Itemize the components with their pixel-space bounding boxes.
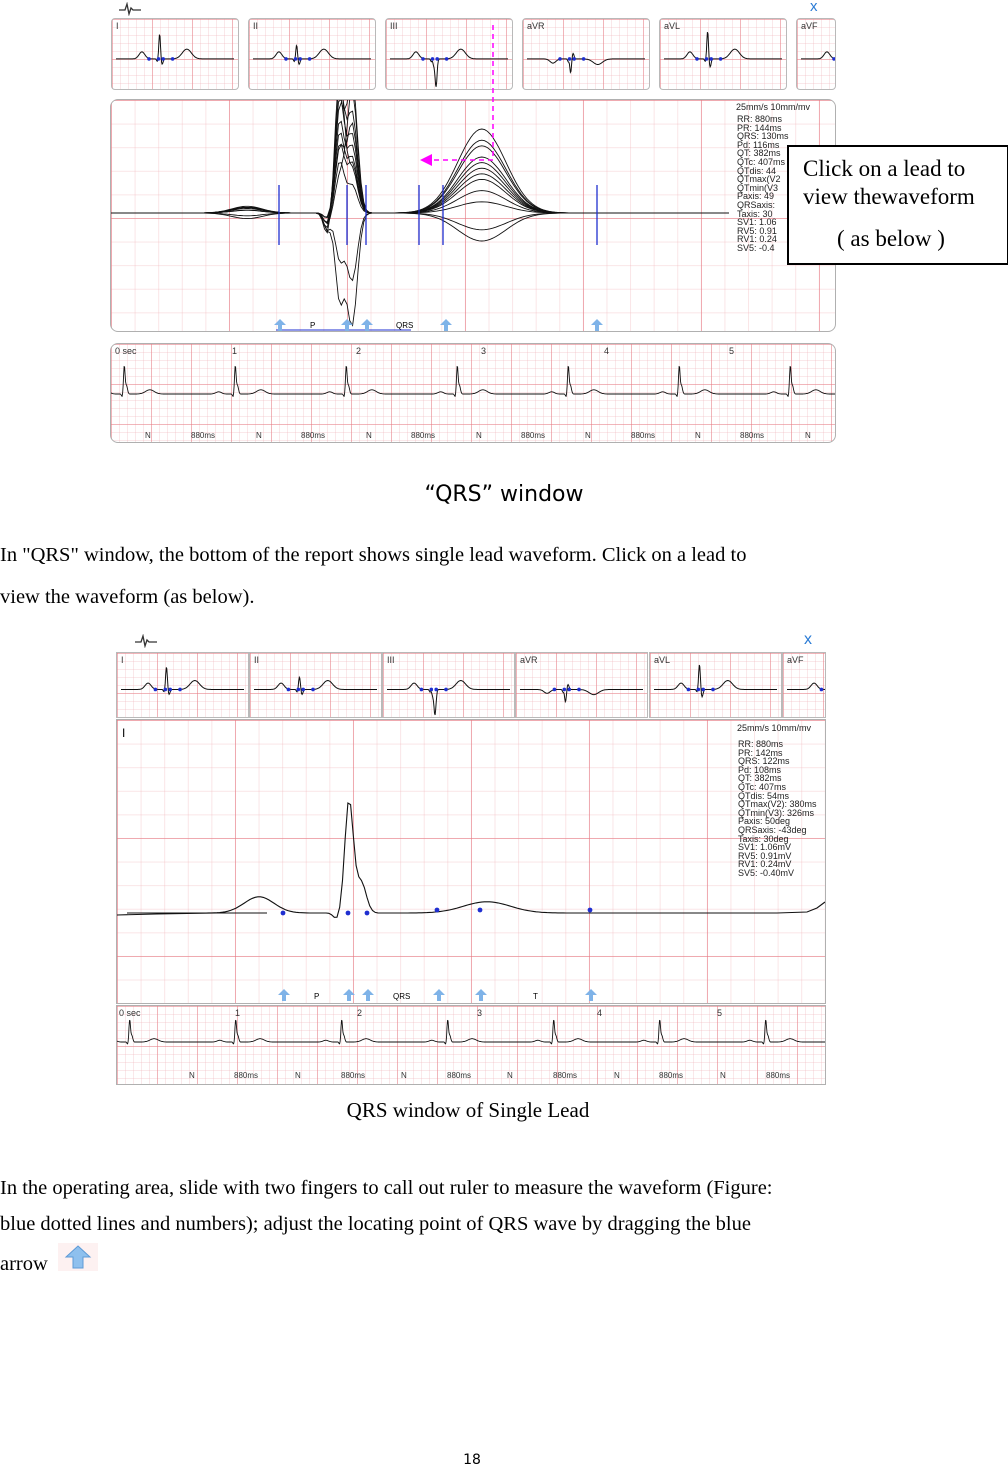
callout-line-3: ( as below ) xyxy=(837,226,945,251)
rr-interval-label: 880ms xyxy=(631,431,656,440)
thumbnail-marker-dot xyxy=(298,57,302,61)
thumbnail-trace xyxy=(121,667,244,694)
thumbnail-marker-dot xyxy=(171,57,175,61)
draggable-marker-arrow[interactable] xyxy=(433,989,445,1001)
measurement-item: Taxis: 30deg xyxy=(738,833,789,844)
thumbnail-marker-dot xyxy=(567,688,571,692)
draggable-marker-arrow[interactable] xyxy=(585,989,597,1001)
lead-label: III xyxy=(387,655,395,665)
time-second-label: 1 xyxy=(232,346,238,356)
draggable-marker-arrow[interactable] xyxy=(475,989,487,1001)
figure-1-caption: “QRS” window xyxy=(424,482,584,507)
draggable-marker-arrow[interactable] xyxy=(361,319,373,331)
figure-2-caption: QRS window of Single Lead xyxy=(346,1098,590,1122)
thumbnail-trace xyxy=(253,46,371,65)
lead-label: II xyxy=(253,21,259,31)
thumbnail-marker-dot xyxy=(582,57,586,61)
measurement-item: QTmax(V2 xyxy=(737,174,781,185)
lead-thumbnail-waveform xyxy=(117,653,248,717)
rr-interval-label: 880ms xyxy=(447,1071,472,1080)
thumbnail-marker-dot xyxy=(563,688,567,692)
measurement-item: QTmin(V3 xyxy=(737,182,779,193)
beat-annotation: N xyxy=(695,431,701,440)
measurement-item: QRSaxis: -43deg xyxy=(738,825,807,835)
rr-interval-label: 880ms xyxy=(191,431,216,440)
thumbnail-trace xyxy=(387,681,510,716)
lead-thumbnail-waveform xyxy=(516,653,647,717)
thumbnail-marker-dot xyxy=(434,688,438,692)
draggable-marker-arrow[interactable] xyxy=(274,319,286,331)
paragraph-2-line-3-text: arrow xyxy=(0,1253,48,1275)
blue-up-arrow-icon xyxy=(58,1243,98,1271)
marker-label-p: P xyxy=(310,321,316,330)
thumbnail-marker-dot xyxy=(444,688,448,692)
measurement-item: RV5: 0.91mV xyxy=(738,850,792,861)
thumbnail-marker-dot xyxy=(297,688,301,692)
measurement-item: Paxis: 50deg xyxy=(738,816,791,827)
lead-thumbnail-waveform xyxy=(250,653,381,717)
rr-interval-label: 880ms xyxy=(301,431,326,440)
time-second-label: 0 sec xyxy=(119,1008,141,1018)
thumbnail-marker-dot xyxy=(701,688,705,692)
ecg-heart-icon xyxy=(119,2,141,16)
main-lead-label: I xyxy=(122,726,126,740)
lead-label: aVF xyxy=(787,655,804,665)
rr-interval-label: 880ms xyxy=(740,431,765,440)
beat-annotation: N xyxy=(585,431,591,440)
thumbnail-marker-dot xyxy=(711,688,715,692)
thumbnail-marker-dot xyxy=(164,688,168,692)
close-button[interactable]: x xyxy=(810,0,818,15)
lead-thumbnail-aVF[interactable] xyxy=(782,652,826,718)
thumbnail-marker-dot xyxy=(308,57,312,61)
callout-line-2: view thewaveform xyxy=(803,184,975,209)
thumbnail-trace xyxy=(520,685,643,702)
fiducial-point-dot xyxy=(588,908,593,913)
lead-label: aVR xyxy=(520,655,538,665)
thumbnail-trace xyxy=(254,677,377,694)
paragraph-1-line-2: view the waveform (as below). xyxy=(0,586,255,608)
close-button[interactable]: x xyxy=(804,631,812,648)
time-second-label: 5 xyxy=(729,346,735,356)
thumbnail-marker-dot xyxy=(168,688,172,692)
measurement-item: QRS: 130ms xyxy=(737,131,789,142)
thumbnail-marker-dot xyxy=(553,688,557,692)
thumbnail-marker-dot xyxy=(709,57,713,61)
thumbnail-marker-dot xyxy=(572,57,576,61)
lead-click-indicator-arrow xyxy=(415,20,505,170)
beat-annotation: N xyxy=(720,1071,726,1080)
lead-thumbnail-waveform xyxy=(112,19,238,89)
thumbnail-marker-dot xyxy=(301,688,305,692)
time-second-label: 0 sec xyxy=(115,346,137,356)
time-second-label: 4 xyxy=(597,1008,603,1018)
thumbnail-marker-dot xyxy=(287,688,291,692)
draggable-marker-arrow[interactable] xyxy=(278,989,290,1001)
measurement-item: RV5: 0.91 xyxy=(737,225,777,236)
measurement-item: QTdis: 44 xyxy=(737,165,777,176)
thumbnail-marker-dot xyxy=(294,57,298,61)
thumbnail-marker-dot xyxy=(161,57,165,61)
rhythm-trace xyxy=(117,1021,825,1044)
lead-i-trace xyxy=(117,803,825,917)
overlay-trace xyxy=(111,213,729,280)
measurement-item: PR: 142ms xyxy=(738,747,783,758)
time-second-label: 1 xyxy=(235,1008,241,1018)
lead-thumbnail-aVR[interactable] xyxy=(522,18,650,90)
marker-label-qrs: QRS xyxy=(396,321,414,330)
thumbnail-marker-dot xyxy=(154,688,158,692)
rhythm-strip xyxy=(116,1005,826,1085)
measurement-item: QRSaxis: xyxy=(737,200,776,210)
measurement-item: QT: 382ms xyxy=(738,773,782,784)
measurement-item: QTdis: 54ms xyxy=(738,790,790,801)
measurement-item: QTmax(V2): 380ms xyxy=(738,799,817,810)
lead-label: aVR xyxy=(527,21,545,31)
lead-thumbnail-III[interactable] xyxy=(382,652,515,718)
lead-thumbnail-waveform xyxy=(383,653,514,717)
thumbnail-marker-dot xyxy=(558,57,562,61)
draggable-marker-arrow[interactable] xyxy=(343,989,355,1001)
thumbnail-marker-dot xyxy=(687,688,691,692)
thumbnail-marker-dot xyxy=(705,57,709,61)
thumbnail-marker-dot xyxy=(430,688,434,692)
thumbnail-trace xyxy=(664,32,782,67)
draggable-marker-arrow[interactable] xyxy=(341,319,353,331)
time-second-label: 5 xyxy=(717,1008,723,1018)
beat-annotation: N xyxy=(295,1071,301,1080)
rr-interval-label: 880ms xyxy=(659,1071,684,1080)
lead-label: aVL xyxy=(654,655,671,665)
single-lead-panel xyxy=(116,719,826,1004)
measurement-item: QRS: 122ms xyxy=(738,756,790,767)
page-number: 18 xyxy=(463,1452,481,1468)
rr-interval-label: 880ms xyxy=(521,431,546,440)
fiducial-point-dot xyxy=(281,911,286,916)
time-second-label: 2 xyxy=(357,1008,363,1018)
paragraph-2-line-2: blue dotted lines and numbers); adjust the locating point of QRS wave by dragging the blue xyxy=(0,1213,751,1235)
beat-annotation: N xyxy=(805,431,811,440)
draggable-marker-arrow[interactable] xyxy=(362,989,374,1001)
time-second-label: 4 xyxy=(604,346,610,356)
thumbnail-marker-dot xyxy=(178,688,182,692)
measurement-item: SV5: -0.4 xyxy=(737,243,775,253)
rr-interval-label: 880ms xyxy=(234,1071,259,1080)
beat-annotation: N xyxy=(256,431,262,440)
measurement-item: QTc: 407ms xyxy=(737,157,786,167)
speed-label: 25mm/s 10mm/mv xyxy=(736,102,811,112)
marker-label-p: P xyxy=(314,992,320,1001)
time-second-label: 3 xyxy=(481,346,487,356)
lead-thumbnail-waveform xyxy=(249,19,375,89)
measurement-item: QTmin(V3): 326ms xyxy=(738,807,815,818)
lead-label: I xyxy=(116,21,119,31)
measurement-item: SV5: -0.40mV xyxy=(738,868,795,878)
measurement-item: SV1: 1.06mV xyxy=(738,842,792,853)
lead-thumbnail-waveform xyxy=(660,19,786,89)
callout-line-1: Click on a lead to xyxy=(803,156,966,181)
thumbnail-marker-dot xyxy=(697,688,701,692)
measurement-item: Pd: 116ms xyxy=(737,139,780,150)
measurement-item: RR: 880ms xyxy=(738,739,784,749)
measurement-item: Pd: 108ms xyxy=(738,764,782,775)
thumbnail-trace xyxy=(527,54,645,73)
measurement-item: QTc: 407ms xyxy=(738,782,787,792)
thumbnail-marker-dot xyxy=(420,688,424,692)
lead-thumbnail-waveform xyxy=(783,653,826,717)
time-second-label: 3 xyxy=(477,1008,483,1018)
lead-thumbnail-I[interactable] xyxy=(116,652,249,718)
measurement-item: Taxis: 30 xyxy=(737,208,773,219)
thumbnail-marker-dot xyxy=(820,688,824,692)
thumbnail-marker-dot xyxy=(695,57,699,61)
beat-annotation: N xyxy=(189,1071,195,1080)
thumbnail-marker-dot xyxy=(157,57,161,61)
lead-thumbnail-aVR[interactable] xyxy=(515,652,648,718)
rhythm-strip xyxy=(110,343,836,443)
lead-label: III xyxy=(390,21,398,31)
thumbnail-trace xyxy=(654,665,777,697)
measurement-item: PR: 144ms xyxy=(737,122,782,133)
figure-qrs-window xyxy=(0,0,1008,460)
beat-annotation: N xyxy=(401,1071,407,1080)
ecg-heart-icon xyxy=(135,634,157,648)
marker-label-t: T xyxy=(533,992,538,1001)
lead-thumbnail-I[interactable] xyxy=(111,18,239,90)
lead-thumbnail-waveform xyxy=(797,19,836,89)
draggable-marker-arrow[interactable] xyxy=(591,319,603,331)
rr-interval-label: 880ms xyxy=(553,1071,578,1080)
lead-label: aVF xyxy=(801,21,818,31)
thumbnail-marker-dot xyxy=(311,688,315,692)
beat-annotation: N xyxy=(145,431,151,440)
lead-thumbnail-waveform xyxy=(523,19,649,89)
draggable-marker-arrow[interactable] xyxy=(440,319,452,331)
beat-annotation: N xyxy=(614,1071,620,1080)
thumbnail-trace xyxy=(116,35,234,64)
rr-interval-label: 880ms xyxy=(766,1071,791,1080)
paragraph-2-line-3 xyxy=(0,1248,48,1280)
rr-interval-label: 880ms xyxy=(411,431,436,440)
speed-label: 25mm/s 10mm/mv xyxy=(737,723,812,733)
thumbnail-marker-dot xyxy=(284,57,288,61)
beat-annotation: N xyxy=(507,1071,513,1080)
lead-thumbnail-aVF[interactable] xyxy=(796,18,836,90)
paragraph-1-line-1: In "QRS" window, the bottom of the report shows single lead waveform. Click on a lead to xyxy=(0,544,747,566)
measurement-item: QT: 382ms xyxy=(737,148,781,159)
beat-annotation: N xyxy=(476,431,482,440)
callout-box xyxy=(787,145,1008,265)
fiducial-point-dot xyxy=(365,911,370,916)
time-second-label: 2 xyxy=(356,346,362,356)
beat-annotation: N xyxy=(366,431,372,440)
thumbnail-marker-dot xyxy=(147,57,151,61)
overlay-trace xyxy=(111,210,729,325)
rr-interval-label: 880ms xyxy=(341,1071,366,1080)
thumbnail-marker-dot xyxy=(577,688,581,692)
thumbnail-marker-dot xyxy=(719,57,723,61)
lead-thumbnail-aVL[interactable] xyxy=(659,18,787,90)
lead-label: II xyxy=(254,655,260,665)
thumbnail-marker-dot xyxy=(568,57,572,61)
rhythm-trace xyxy=(111,367,835,397)
thumbnail-trace xyxy=(801,49,836,70)
measurement-item: RV1: 0.24 xyxy=(737,234,777,245)
marker-label-qrs: QRS xyxy=(393,992,411,1001)
thumbnail-marker-dot xyxy=(832,57,836,61)
measurement-item: RR: 880ms xyxy=(737,114,783,124)
measurement-item: SV1: 1.06 xyxy=(737,217,777,228)
lead-thumbnail-II[interactable] xyxy=(249,652,382,718)
lead-thumbnail-II[interactable] xyxy=(248,18,376,90)
lead-label: I xyxy=(121,655,124,665)
measurement-item: Paxis: 49 xyxy=(737,191,775,202)
lead-thumbnail-waveform xyxy=(650,653,781,717)
lead-thumbnail-aVL[interactable] xyxy=(649,652,782,718)
measurement-item: RV1: 0.24mV xyxy=(738,859,792,870)
fiducial-point-dot xyxy=(435,908,440,913)
fiducial-point-dot xyxy=(478,908,483,913)
paragraph-2-line-1: In the operating area, slide with two fingers to call out ruler to measure the waveform (Figure: xyxy=(0,1177,773,1199)
single-lead-waveform xyxy=(117,720,825,1003)
lead-label: aVL xyxy=(664,21,681,31)
fiducial-point-dot xyxy=(346,911,351,916)
